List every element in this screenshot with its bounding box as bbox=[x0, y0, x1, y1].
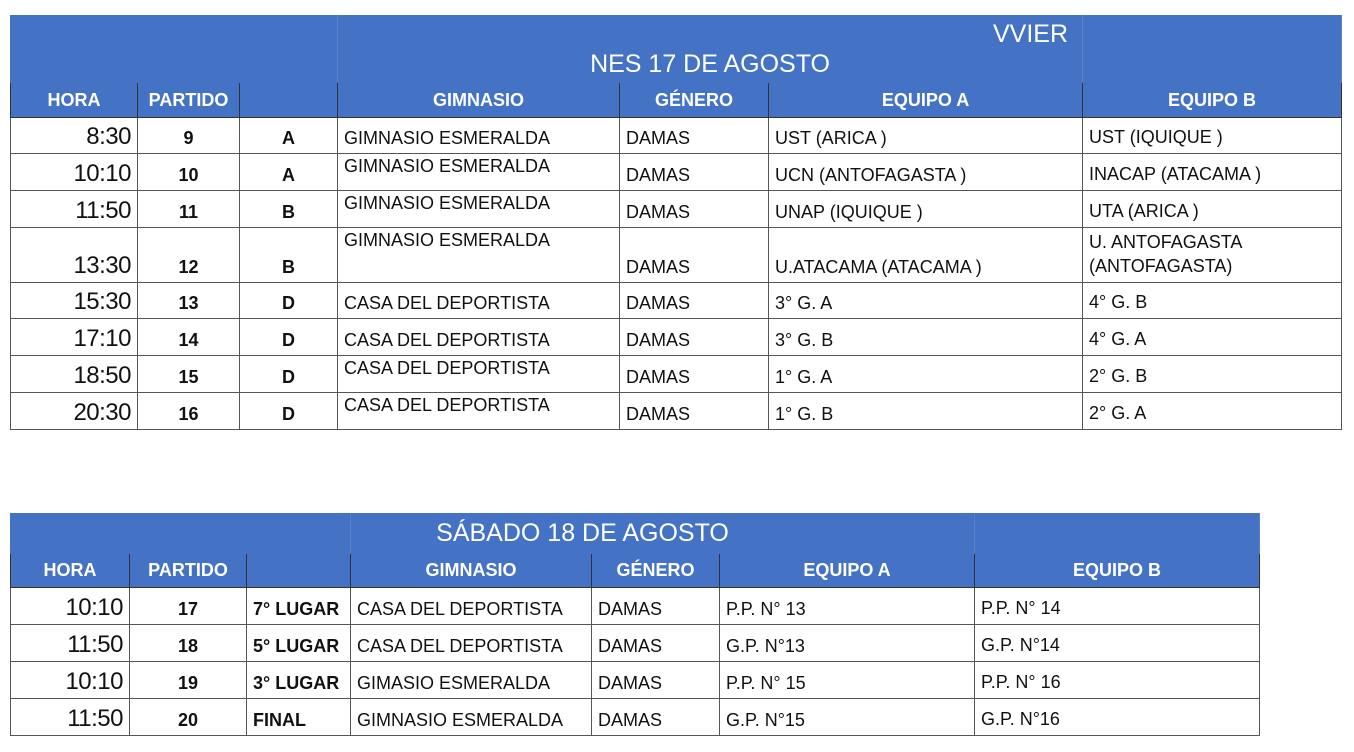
cell-equipo-b: P.P. N° 14 bbox=[975, 588, 1260, 625]
cell-grupo: D bbox=[240, 283, 338, 319]
column-header-gimnasio: GIMNASIO bbox=[338, 83, 620, 118]
cell-equipo-b: 2° G. A bbox=[1083, 393, 1342, 430]
title-line2: NES 17 DE AGOSTO bbox=[590, 50, 830, 78]
cell-equipo-a: 3° G. A bbox=[769, 283, 1083, 319]
column-header-equipo-a: EQUIPO A bbox=[769, 83, 1083, 118]
cell-gimnasio: CASA DEL DEPORTISTA bbox=[351, 588, 592, 625]
title-blank bbox=[1083, 16, 1342, 83]
cell-hora: 18:50 bbox=[11, 356, 138, 393]
cell-grupo: 7° LUGAR bbox=[247, 588, 351, 625]
cell-genero: DAMAS bbox=[620, 154, 769, 191]
cell-equipo-b: UST (IQUIQUE ) bbox=[1083, 118, 1342, 154]
cell-partido: 19 bbox=[130, 662, 247, 699]
cell-genero: DAMAS bbox=[620, 283, 769, 319]
column-header-hora: HORA bbox=[11, 83, 138, 118]
cell-genero: DAMAS bbox=[592, 588, 720, 625]
column-header-grupo bbox=[247, 554, 351, 588]
column-header-partido: PARTIDO bbox=[130, 554, 247, 588]
cell-partido: 16 bbox=[138, 393, 240, 430]
cell-partido: 17 bbox=[130, 588, 247, 625]
cell-equipo-a: UNAP (IQUIQUE ) bbox=[769, 191, 1083, 228]
cell-genero: DAMAS bbox=[592, 625, 720, 662]
cell-genero: DAMAS bbox=[620, 118, 769, 154]
cell-equipo-b: INACAP (ATACAMA ) bbox=[1083, 154, 1342, 191]
cell-genero: DAMAS bbox=[592, 662, 720, 699]
cell-gimnasio: CASA DEL DEPORTISTA bbox=[338, 356, 620, 393]
cell-partido: 14 bbox=[138, 319, 240, 356]
cell-hora: 10:10 bbox=[11, 588, 130, 625]
table-row bbox=[11, 588, 1260, 625]
table-row bbox=[11, 319, 1342, 356]
saturday-schedule-table bbox=[10, 513, 1260, 736]
cell-partido: 20 bbox=[130, 699, 247, 736]
cell-hora: 10:10 bbox=[11, 662, 130, 699]
column-header-equipo-b: EQUIPO B bbox=[975, 554, 1260, 588]
cell-grupo: 5° LUGAR bbox=[247, 625, 351, 662]
column-header-grupo bbox=[240, 83, 338, 118]
title-blank bbox=[975, 514, 1260, 554]
cell-hora: 10:10 bbox=[11, 154, 138, 191]
cell-hora: 11:50 bbox=[11, 699, 130, 736]
cell-equipo-a: G.P. N°15 bbox=[720, 699, 975, 736]
cell-hora: 17:10 bbox=[11, 319, 138, 356]
cell-genero: DAMAS bbox=[620, 319, 769, 356]
cell-equipo-b: P.P. N° 16 bbox=[975, 662, 1260, 699]
cell-gimnasio: GIMNASIO ESMERALDA bbox=[338, 154, 620, 191]
column-header-gimnasio: GIMNASIO bbox=[351, 554, 592, 588]
cell-grupo: A bbox=[240, 154, 338, 191]
title-blank bbox=[11, 514, 351, 554]
cell-equipo-a: 1° G. B bbox=[769, 393, 1083, 430]
cell-genero: DAMAS bbox=[592, 699, 720, 736]
table-row bbox=[11, 356, 1342, 393]
cell-gimnasio: GIMNASIO ESMERALDA bbox=[338, 118, 620, 154]
cell-equipo-a: U.ATACAMA (ATACAMA ) bbox=[769, 228, 1083, 283]
cell-equipo-a: UCN (ANTOFAGASTA ) bbox=[769, 154, 1083, 191]
cell-genero: DAMAS bbox=[620, 191, 769, 228]
cell-hora: 8:30 bbox=[11, 118, 138, 154]
saturday-title: SÁBADO 18 DE AGOSTO bbox=[351, 514, 975, 554]
cell-equipo-b: G.P. N°14 bbox=[975, 625, 1260, 662]
cell-equipo-a: P.P. N° 15 bbox=[720, 662, 975, 699]
table-row bbox=[11, 283, 1342, 319]
cell-partido: 10 bbox=[138, 154, 240, 191]
column-header-equipo-a: EQUIPO A bbox=[720, 554, 975, 588]
cell-hora: 15:30 bbox=[11, 283, 138, 319]
table-row bbox=[11, 662, 1260, 699]
cell-gimnasio: CASA DEL DEPORTISTA bbox=[338, 319, 620, 356]
cell-gimnasio: CASA DEL DEPORTISTA bbox=[351, 625, 592, 662]
cell-equipo-b: G.P. N°16 bbox=[975, 699, 1260, 736]
cell-grupo: D bbox=[240, 356, 338, 393]
cell-hora: 20:30 bbox=[11, 393, 138, 430]
cell-grupo: B bbox=[240, 191, 338, 228]
cell-partido: 18 bbox=[130, 625, 247, 662]
cell-genero: DAMAS bbox=[620, 356, 769, 393]
title-line1: VVIER bbox=[993, 20, 1069, 48]
cell-hora: 13:30 bbox=[11, 228, 138, 283]
cell-equipo-b: 4° G. A bbox=[1083, 319, 1342, 356]
friday-schedule-table bbox=[10, 15, 1342, 430]
cell-partido: 15 bbox=[138, 356, 240, 393]
cell-partido: 12 bbox=[138, 228, 240, 283]
cell-equipo-b: 4° G. B bbox=[1083, 283, 1342, 319]
cell-equipo-a: UST (ARICA ) bbox=[769, 118, 1083, 154]
column-header-genero: GÉNERO bbox=[620, 83, 769, 118]
cell-partido: 13 bbox=[138, 283, 240, 319]
column-header-equipo-b: EQUIPO B bbox=[1083, 83, 1342, 118]
table-row bbox=[11, 154, 1342, 191]
cell-gimnasio: CASA DEL DEPORTISTA bbox=[338, 283, 620, 319]
table-row bbox=[11, 625, 1260, 662]
cell-grupo: 3° LUGAR bbox=[247, 662, 351, 699]
cell-grupo: D bbox=[240, 319, 338, 356]
cell-gimnasio: GIMASIO ESMERALDA bbox=[351, 662, 592, 699]
cell-equipo-a: P.P. N° 13 bbox=[720, 588, 975, 625]
cell-gimnasio: GIMNASIO ESMERALDA bbox=[338, 191, 620, 228]
cell-hora: 11:50 bbox=[11, 625, 130, 662]
column-header-genero: GÉNERO bbox=[592, 554, 720, 588]
cell-equipo-b: 2° G. B bbox=[1083, 356, 1342, 393]
cell-partido: 11 bbox=[138, 191, 240, 228]
cell-equipo-a: 3° G. B bbox=[769, 319, 1083, 356]
cell-gimnasio: GIMNASIO ESMERALDA bbox=[351, 699, 592, 736]
column-header-partido: PARTIDO bbox=[138, 83, 240, 118]
table-row bbox=[11, 393, 1342, 430]
cell-equipo-a: 1° G. A bbox=[769, 356, 1083, 393]
cell-gimnasio: GIMNASIO ESMERALDA bbox=[338, 228, 620, 283]
cell-equipo-a: G.P. N°13 bbox=[720, 625, 975, 662]
table-row bbox=[11, 699, 1260, 736]
table-row bbox=[11, 191, 1342, 228]
cell-hora: 11:50 bbox=[11, 191, 138, 228]
cell-equipo-b: U. ANTOFAGASTA (ANTOFAGASTA) bbox=[1083, 228, 1342, 283]
cell-genero: DAMAS bbox=[620, 228, 769, 283]
column-header-hora: HORA bbox=[11, 554, 130, 588]
cell-grupo: FINAL bbox=[247, 699, 351, 736]
cell-grupo: B bbox=[240, 228, 338, 283]
friday-title bbox=[338, 16, 1083, 83]
title-blank bbox=[11, 16, 338, 83]
table-row bbox=[11, 228, 1342, 283]
cell-gimnasio: CASA DEL DEPORTISTA bbox=[338, 393, 620, 430]
cell-grupo: A bbox=[240, 118, 338, 154]
cell-partido: 9 bbox=[138, 118, 240, 154]
cell-grupo: D bbox=[240, 393, 338, 430]
cell-genero: DAMAS bbox=[620, 393, 769, 430]
cell-equipo-b: UTA (ARICA ) bbox=[1083, 191, 1342, 228]
table-row bbox=[11, 118, 1342, 154]
